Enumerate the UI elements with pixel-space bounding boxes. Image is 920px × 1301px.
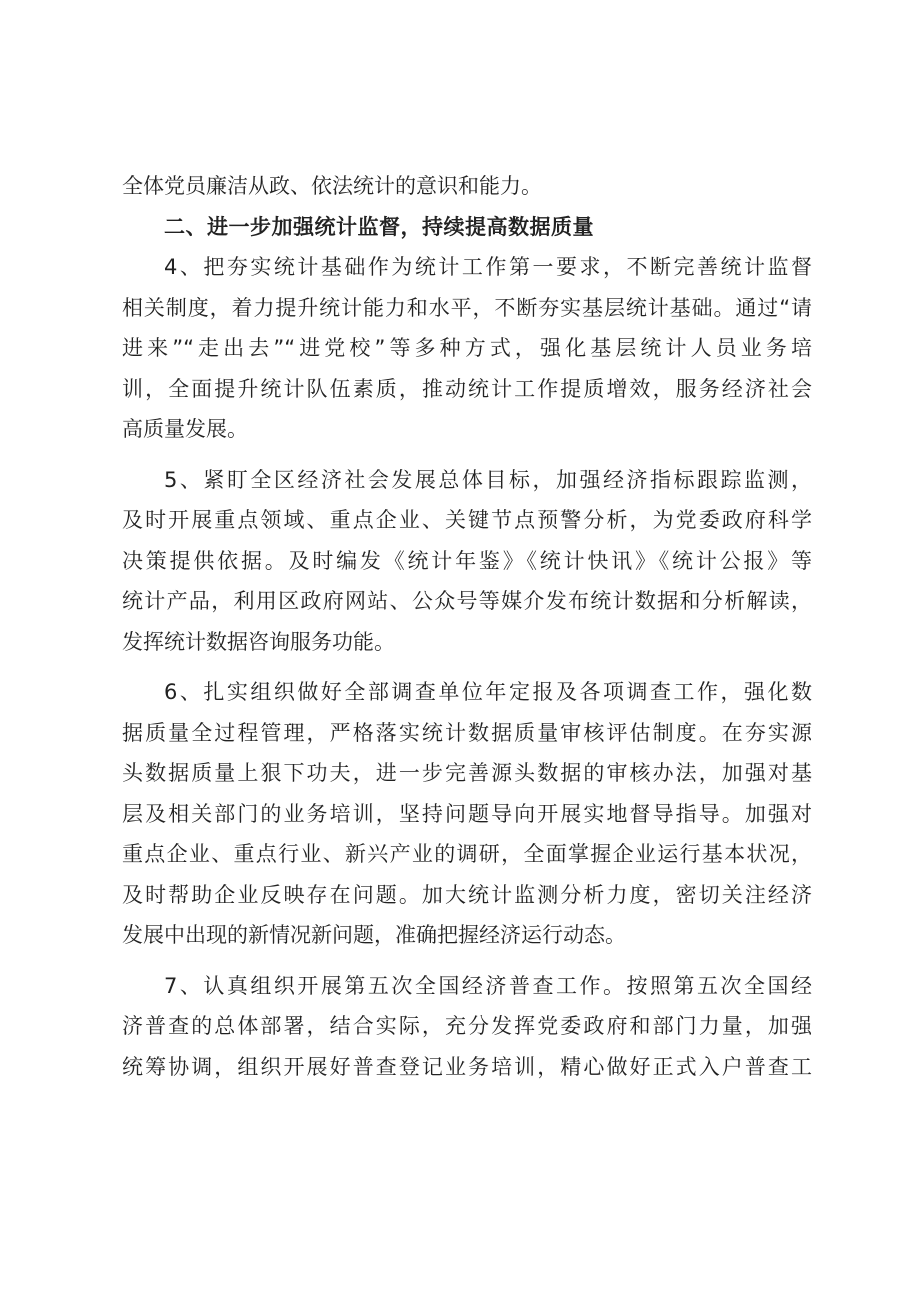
section-heading: 二、进一步加强统计监督，持续提高数据质量: [164, 214, 594, 239]
document-body: [122, 166, 812, 1087]
paragraph-line: 统计产品，利用区政府网站、公众号等媒介发布统计数据和分析解读，: [122, 589, 812, 613]
paragraph-gap: [122, 450, 812, 460]
paragraph-line: 进来”“走出去”“进党校”等多种方式，强化基层统计人员业务培: [122, 336, 812, 360]
paragraph-line: 相关制度，着力提升统计能力和水平，不断夯实基层统计基础。通过“请: [122, 295, 812, 320]
paragraph-line: 重点企业、重点行业、新兴产业的调研，全面掌握企业运行基本状况，: [122, 842, 812, 866]
paragraph-line: 济普查的总体部署，结合实际，充分发挥党委政府和部门力量，加强: [122, 1014, 812, 1038]
paragraph-line: 及时开展重点领域、重点企业、关键节点预警分析，为党委政府科学: [122, 508, 812, 532]
paragraph-line: 及时帮助企业反映存在问题。加大统计监测分析力度，密切关注经济: [122, 882, 812, 907]
paragraph-line: 6、扎实组织做好全部调查单位年定报及各项调查工作，强化数: [164, 680, 812, 704]
paragraph-line: 发展中出现的新情况新问题，准确把握经济运行动态。: [122, 923, 626, 947]
paragraph-6: [122, 672, 812, 956]
paragraph-gap: [122, 956, 812, 966]
paragraph-5: [122, 460, 812, 663]
paragraph-line: 发挥统计数据咨询服务功能。: [122, 629, 395, 654]
paragraph-line: 统筹协调，组织开展好普查登记业务培训，精心做好正式入户普查工: [122, 1054, 812, 1079]
paragraph-gap: [122, 662, 812, 672]
paragraph-7: [122, 966, 812, 1088]
paragraph-line: 训，全面提升统计队伍素质，推动统计工作提质增效，服务经济社会: [122, 376, 812, 401]
paragraph-line: 头数据质量上狠下功夫，进一步完善源头数据的审核办法，加强对基: [122, 761, 812, 785]
paragraph-line: 高质量发展。: [122, 417, 248, 441]
paragraph-line: 层及相关部门的业务培训，坚持问题导向开展实地督导指导。加强对: [122, 801, 812, 826]
paragraph-line: 5、紧盯全区经济社会发展总体目标，加强经济指标跟踪监测，: [164, 467, 812, 492]
intro-line: 全体党员廉洁从政、依法统计的意识和能力。: [122, 174, 542, 198]
paragraph-line: 7、认真组织开展第五次全国经济普查工作。按照第五次全国经: [164, 973, 812, 998]
paragraph-line: 据质量全过程管理，严格落实统计数据质量审核评估制度。在夯实源: [122, 720, 812, 745]
paragraph-4: [122, 247, 812, 450]
paragraph-line: 4、把夯实统计基础作为统计工作第一要求，不断完善统计监督: [164, 255, 812, 279]
paragraph-line: 决策提供依据。及时编发《统计年鉴》《统计快讯》《统计公报》等: [122, 548, 812, 573]
